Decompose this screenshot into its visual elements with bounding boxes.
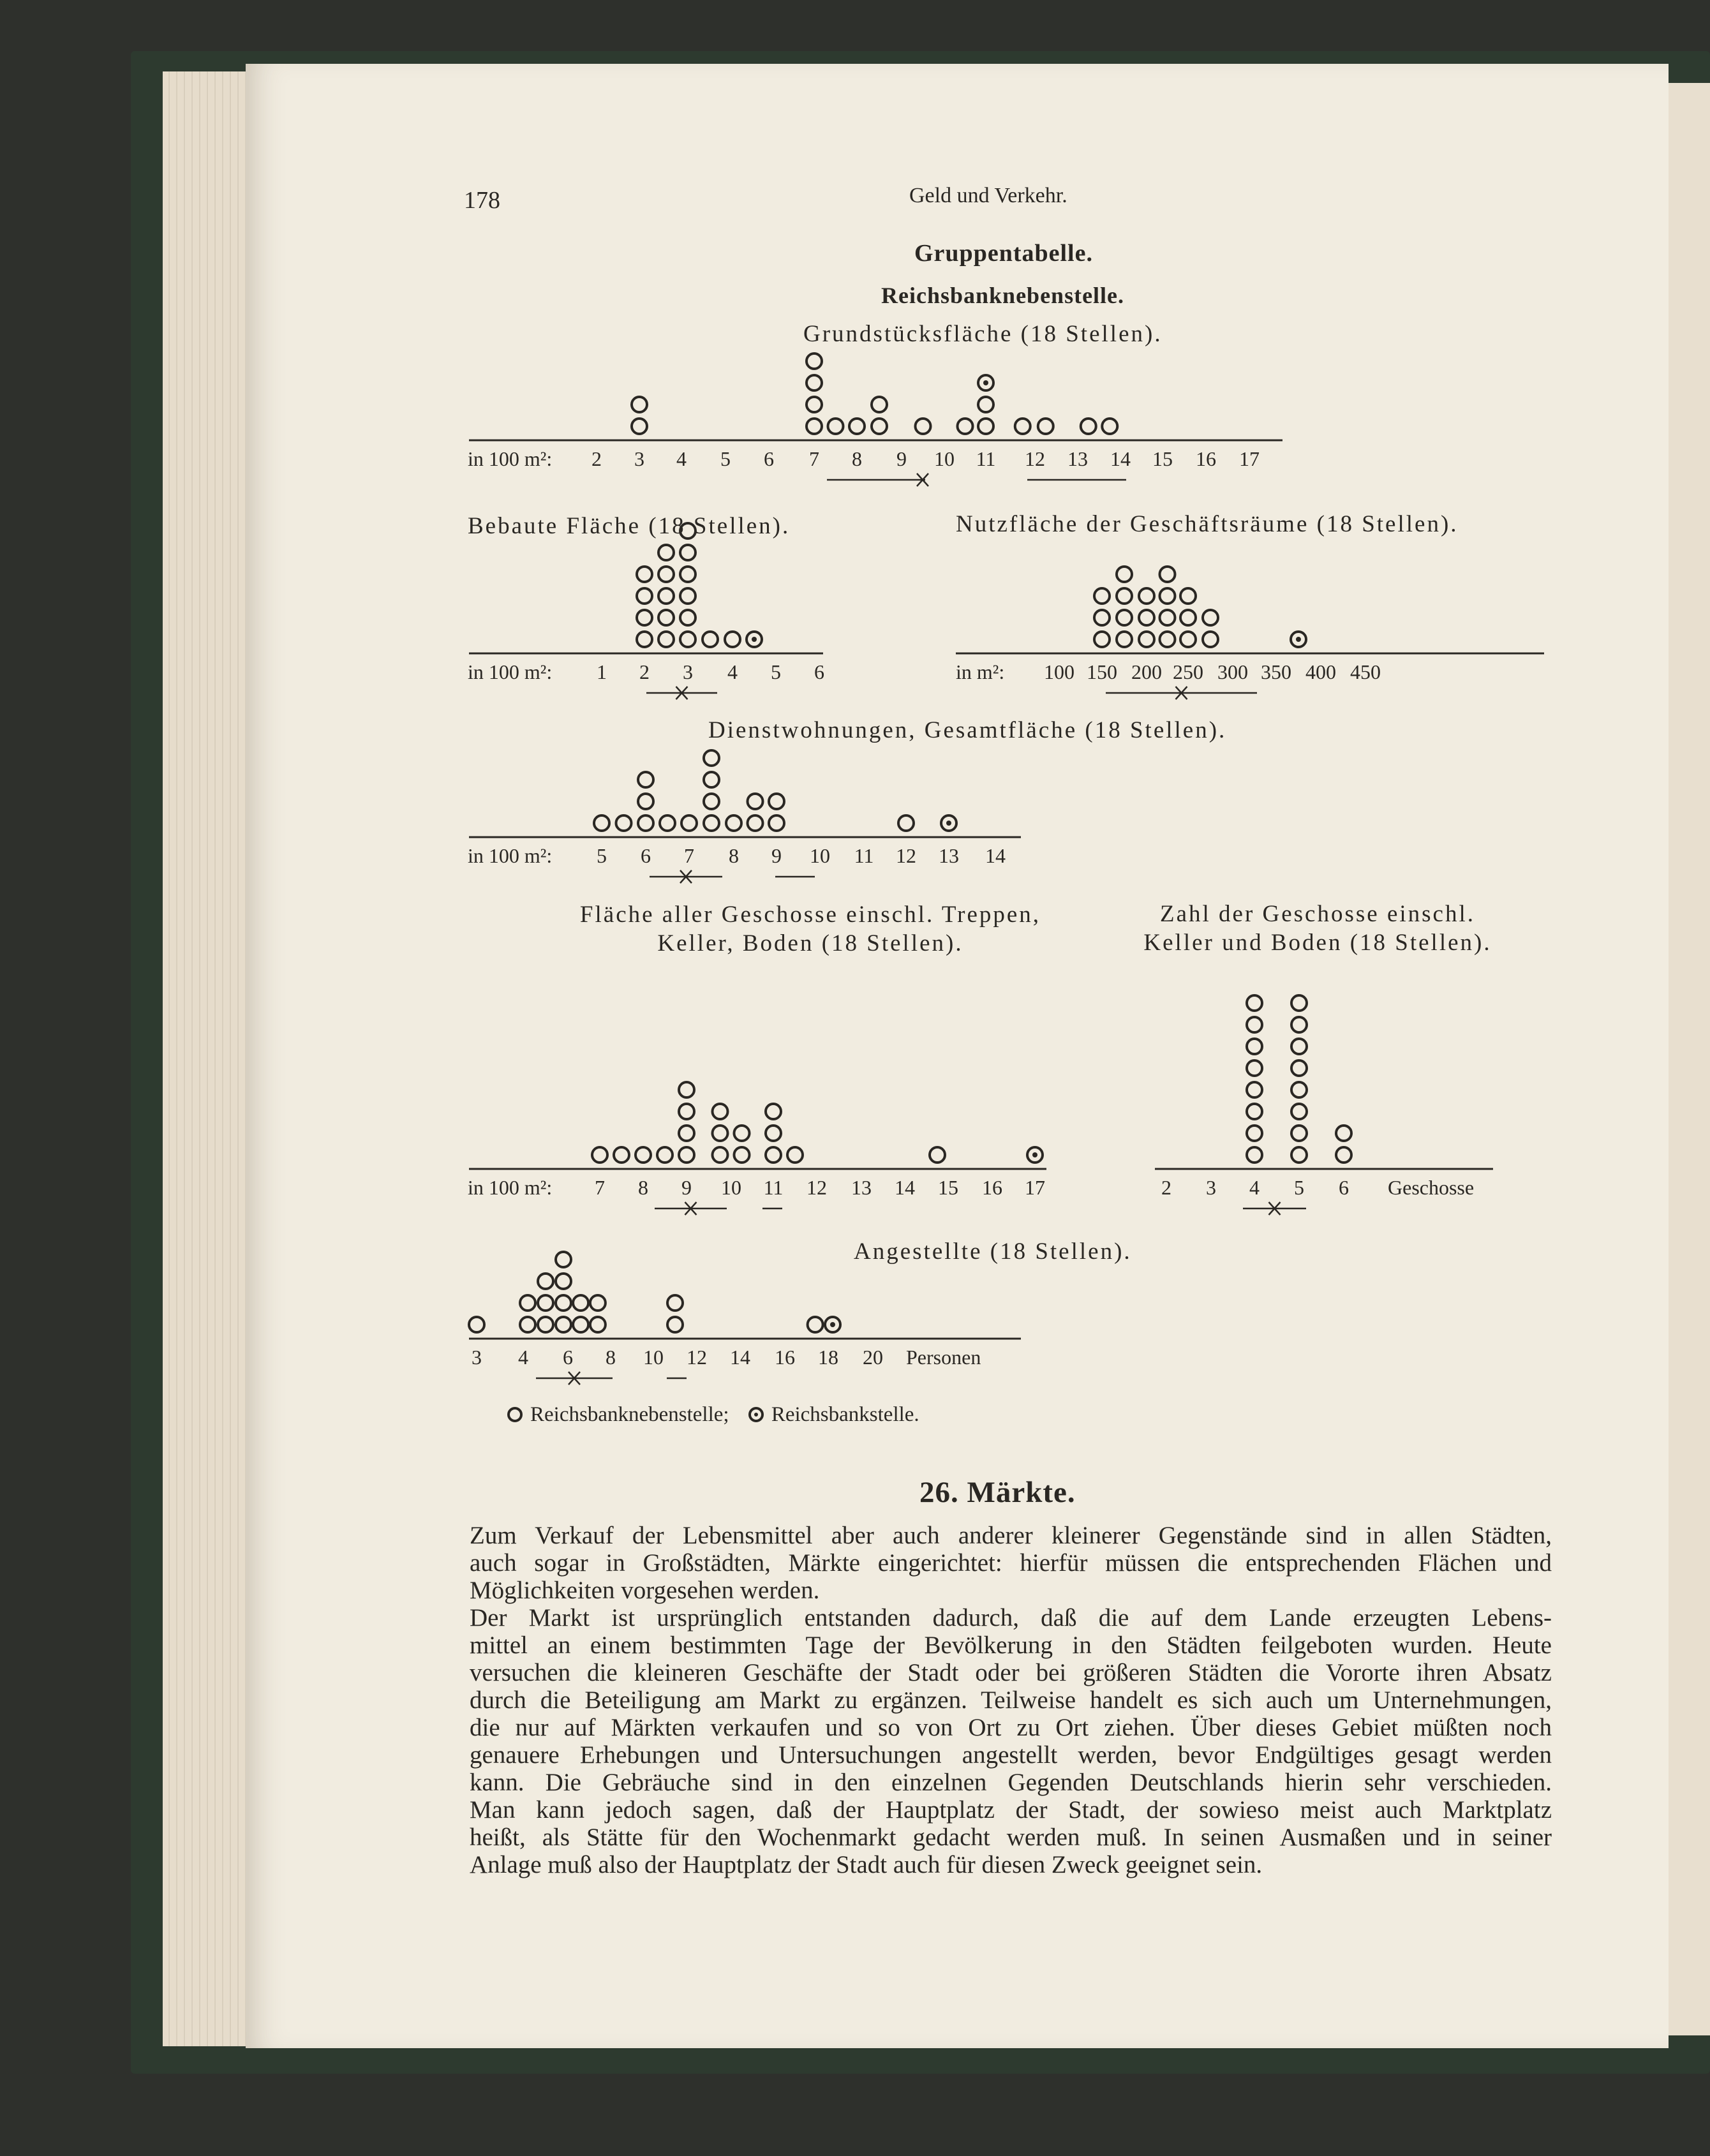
- axis-unit-label: in 100 m²:: [468, 447, 553, 470]
- data-dot: [556, 1274, 571, 1289]
- bank-dot-center: [1296, 637, 1301, 642]
- tick-label: 11: [763, 1176, 784, 1199]
- tick-label: 20: [863, 1346, 883, 1369]
- data-dot: [748, 815, 763, 831]
- tick-label: 8: [852, 447, 862, 470]
- data-dot: [807, 397, 822, 412]
- data-dot: [469, 1317, 484, 1332]
- data-dot: [680, 545, 695, 560]
- tick-label: 250: [1173, 660, 1203, 683]
- data-dot: [1180, 610, 1196, 625]
- chart-5-title: Fläche aller Geschosse einschl. Treppen, Keller, Boden (18 Stellen).: [579, 902, 1041, 956]
- legend-dotted-circle-icon: [748, 1407, 764, 1422]
- data-dot: [1180, 632, 1196, 647]
- text-line: Anlage muß also der Hauptplatz der Stadt auch für diesen Zweck geeignet sein.: [470, 1851, 1263, 1878]
- tick-label: 5: [720, 447, 731, 470]
- tick-label: 14: [985, 844, 1006, 867]
- data-dot: [1139, 610, 1154, 625]
- data-dot: [1247, 1060, 1262, 1076]
- data-dot: [787, 1147, 803, 1163]
- data-dot: [734, 1147, 750, 1163]
- tick-label: 14: [730, 1346, 750, 1369]
- chart-1-title: Grundstücksfläche (18 Stellen).: [803, 321, 1163, 347]
- data-dot: [807, 375, 822, 390]
- data-dot: [1160, 588, 1175, 604]
- tick-label: 3: [683, 660, 693, 683]
- tick-label: 7: [595, 1176, 605, 1199]
- tick-label: 3: [634, 447, 644, 470]
- tick-label: 13: [851, 1176, 872, 1199]
- data-dot: [808, 1317, 823, 1332]
- legend-bankstelle: Reichsbankstelle.: [771, 1403, 919, 1426]
- tick-label: 4: [727, 660, 738, 683]
- tick-label: 400: [1305, 660, 1336, 683]
- data-dot: [734, 1126, 750, 1141]
- data-dot: [1291, 1147, 1307, 1163]
- data-dot: [1247, 1126, 1262, 1141]
- tick-label: 300: [1217, 660, 1248, 683]
- data-dot: [978, 419, 993, 434]
- tick-label: 3: [1206, 1176, 1216, 1199]
- tick-label: 5: [1294, 1176, 1304, 1199]
- text-line: versuchen die kleineren Geschäfte der Stadt oder bei größeren Städten die Vororte ihren Absatz: [470, 1659, 1552, 1686]
- data-dot: [680, 523, 695, 539]
- data-dot: [658, 610, 674, 625]
- data-dot: [594, 815, 609, 831]
- tick-label: 5: [771, 660, 781, 683]
- data-dot: [538, 1274, 553, 1289]
- data-dot: [637, 610, 652, 625]
- data-dot: [590, 1295, 606, 1311]
- data-dot: [1247, 995, 1262, 1011]
- bank-dot-center: [830, 1322, 835, 1327]
- chart-7-title: Angestellte (18 Stellen).: [854, 1238, 1132, 1265]
- tick-label: 9: [896, 447, 907, 470]
- data-dot: [573, 1317, 588, 1332]
- data-dot: [1139, 588, 1154, 604]
- data-dot: [828, 419, 844, 434]
- tick-label: 14: [895, 1176, 915, 1199]
- data-dot: [681, 815, 697, 831]
- tick-label: 15: [938, 1176, 958, 1199]
- page-number: 178: [464, 187, 500, 214]
- data-dot: [679, 1126, 694, 1141]
- data-dot: [592, 1147, 607, 1163]
- data-dot: [849, 419, 865, 434]
- chart-3-title: Nutzfläche der Geschäftsräume (18 Stellen).: [956, 511, 1459, 537]
- tick-label: 1: [597, 660, 607, 683]
- tick-label: 6: [641, 844, 651, 867]
- text-line: auch sogar in Großstädten, Märkte eingerichtet: hierfür müssen die entsprechenden Flächen und: [470, 1549, 1552, 1577]
- text-line: genauere Erhebungen und Untersuchungen angestellt werden, bevor Endgültiges gesagt werden: [470, 1741, 1552, 1769]
- data-dot: [1094, 610, 1110, 625]
- tick-label: 16: [775, 1346, 795, 1369]
- data-dot: [713, 1126, 728, 1141]
- data-dot: [703, 632, 718, 647]
- data-dot: [807, 353, 822, 369]
- tick-label: 6: [1339, 1176, 1349, 1199]
- tick-label: 16: [982, 1176, 1002, 1199]
- data-dot: [1094, 632, 1110, 647]
- data-dot: [1291, 1082, 1307, 1097]
- tick-label: 6: [563, 1346, 573, 1369]
- data-dot: [1291, 1104, 1307, 1119]
- text-line: die nur auf Märkten verkaufen und so von Ort zu Ort ziehen. Über dieses Gebiet müßten noch: [470, 1714, 1552, 1741]
- data-dot: [713, 1104, 728, 1119]
- bank-dot-center: [1032, 1152, 1037, 1157]
- data-dot: [769, 815, 784, 831]
- tick-label: 9: [771, 844, 782, 867]
- data-dot: [1160, 567, 1175, 582]
- data-dot: [658, 632, 674, 647]
- data-dot: [679, 1082, 694, 1097]
- data-dot: [556, 1317, 571, 1332]
- tick-label: 17: [1025, 1176, 1045, 1199]
- tick-label: 11: [976, 447, 996, 470]
- tick-label: 4: [1249, 1176, 1260, 1199]
- text-line: kann. Die Gebräuche sind in den einzelnen Gegenden Deutschlands hierin sehr verschieden.: [470, 1769, 1552, 1796]
- data-dot: [680, 588, 695, 604]
- data-dot: [1102, 419, 1117, 434]
- axis-unit-label: Personen: [906, 1346, 981, 1369]
- legend-nebenstelle: Reichsbanknebenstelle;: [530, 1403, 729, 1426]
- chart-5: [468, 1082, 1046, 1215]
- data-dot: [958, 419, 973, 434]
- tick-label: 13: [939, 844, 959, 867]
- data-dot: [1247, 1017, 1262, 1032]
- axis-unit-label: in m²:: [956, 660, 1005, 683]
- data-dot: [1139, 632, 1154, 647]
- bank-dot-center: [752, 637, 757, 642]
- data-dot: [556, 1252, 571, 1267]
- running-title: Geld und Verkehr.: [909, 184, 1067, 207]
- data-dot: [680, 610, 695, 625]
- axis-unit-label: in 100 m²:: [468, 844, 553, 867]
- data-dot: [1117, 632, 1132, 647]
- data-dot: [766, 1147, 781, 1163]
- text-line: Möglichkeiten vorgesehen werden.: [470, 1577, 820, 1604]
- data-dot: [1336, 1147, 1351, 1163]
- tick-label: 2: [591, 447, 602, 470]
- tick-label: 7: [809, 447, 819, 470]
- text-line: Der Markt ist ursprünglich entstanden dadurch, daß die auf dem Lande erzeugten Lebens-: [470, 1604, 1552, 1632]
- data-dot: [726, 815, 741, 831]
- tick-label: 350: [1261, 660, 1291, 683]
- data-dot: [520, 1317, 535, 1332]
- data-dot: [1291, 1039, 1307, 1054]
- data-dot: [1203, 632, 1218, 647]
- data-dot: [632, 419, 647, 434]
- legend-circle-icon: [507, 1407, 523, 1422]
- table-title: Gruppentabelle.: [914, 240, 1093, 267]
- text-line: Zum Verkauf der Lebensmittel aber auch anderer kleinerer Gegenstände sind in allen Städten,: [470, 1522, 1552, 1549]
- data-dot: [1160, 610, 1175, 625]
- data-dot: [556, 1295, 571, 1311]
- data-dot: [1291, 1126, 1307, 1141]
- data-dot: [766, 1126, 781, 1141]
- tick-label: 450: [1350, 660, 1381, 683]
- tick-label: 4: [518, 1346, 528, 1369]
- data-dot: [1038, 419, 1053, 434]
- data-dot: [638, 772, 653, 787]
- data-dot: [538, 1295, 553, 1311]
- tick-label: 18: [818, 1346, 838, 1369]
- data-dot: [1117, 588, 1132, 604]
- tick-label: 6: [764, 447, 774, 470]
- tick-label: 10: [643, 1346, 664, 1369]
- tick-label: 10: [934, 447, 955, 470]
- data-dot: [1247, 1147, 1262, 1163]
- tick-label: 15: [1152, 447, 1173, 470]
- data-dot: [520, 1295, 535, 1311]
- tick-label: 10: [721, 1176, 741, 1199]
- chart-1: [468, 353, 1282, 486]
- tick-label: 11: [854, 844, 874, 867]
- data-dot: [704, 794, 719, 809]
- data-dot: [657, 1147, 673, 1163]
- body-text: [470, 1522, 1552, 1878]
- tick-label: 9: [681, 1176, 692, 1199]
- data-dot: [1117, 610, 1132, 625]
- tick-label: 8: [606, 1346, 616, 1369]
- chart-6-title: Zahl der Geschosse einschl. Keller und Boden (18 Stellen).: [1143, 901, 1492, 956]
- data-dot: [704, 772, 719, 787]
- tick-label: 2: [639, 660, 650, 683]
- data-dot: [1094, 588, 1110, 604]
- axis-unit-label: in 100 m²:: [468, 660, 553, 683]
- data-dot: [1291, 995, 1307, 1011]
- text-line: mittel an einem bestimmten Tage der Bevölkerung in den Städten feilgeboten wurden. Heute: [470, 1632, 1552, 1659]
- data-dot: [1291, 1017, 1307, 1032]
- data-dot: [1117, 567, 1132, 582]
- tick-label: 17: [1239, 447, 1260, 470]
- tick-label: 8: [638, 1176, 648, 1199]
- tick-label: 12: [807, 1176, 827, 1199]
- data-dot: [680, 567, 695, 582]
- text-line: heißt, als Stätte für den Wochenmarkt gedacht werden muß. In seinen Ausmaßen und in seiner: [470, 1824, 1552, 1851]
- tick-label: 12: [687, 1346, 707, 1369]
- data-dot: [660, 815, 675, 831]
- tick-label: 2: [1161, 1176, 1171, 1199]
- tick-label: 100: [1044, 660, 1074, 683]
- legend: [507, 1403, 919, 1427]
- data-dot: [636, 1147, 651, 1163]
- chart-4-title: Dienstwohnungen, Gesamtfläche (18 Stellen).: [708, 717, 1227, 743]
- bank-dot-center: [946, 821, 951, 826]
- tick-label: 200: [1131, 660, 1162, 683]
- data-dot: [1247, 1039, 1262, 1054]
- data-dot: [658, 588, 674, 604]
- data-dot: [590, 1317, 606, 1332]
- tick-label: 8: [729, 844, 739, 867]
- tick-label: 4: [676, 447, 687, 470]
- data-dot: [1247, 1104, 1262, 1119]
- data-dot: [769, 794, 784, 809]
- data-dot: [1015, 419, 1030, 434]
- section-heading: 26. Märkte.: [919, 1476, 1076, 1509]
- tick-label: 12: [1025, 447, 1045, 470]
- data-dot: [748, 794, 763, 809]
- tick-label: 150: [1087, 660, 1117, 683]
- chart-3: [956, 567, 1544, 699]
- data-dot: [978, 397, 993, 412]
- data-dot: [638, 815, 653, 831]
- table-subtitle: Reichsbanknebenstelle.: [881, 283, 1125, 308]
- data-dot: [614, 1147, 629, 1163]
- data-dot: [704, 750, 719, 766]
- data-dot: [1180, 588, 1196, 604]
- data-dot: [679, 1147, 694, 1163]
- data-dot: [872, 397, 887, 412]
- data-dot: [1203, 610, 1218, 625]
- data-dot: [930, 1147, 945, 1163]
- data-dot: [872, 419, 887, 434]
- data-dot: [680, 632, 695, 647]
- tick-label: 13: [1067, 447, 1088, 470]
- data-dot: [637, 588, 652, 604]
- tick-label: 7: [684, 844, 694, 867]
- chart-6: [1155, 995, 1493, 1215]
- text-line: Man kann jedoch sagen, daß der Hauptplatz der Stadt, der sowieso meist auch Marktplatz: [470, 1796, 1552, 1824]
- axis-unit-label: Geschosse: [1388, 1176, 1475, 1199]
- axis-unit-label: in 100 m²:: [468, 1176, 553, 1199]
- data-dot: [807, 419, 822, 434]
- tick-label: 10: [810, 844, 830, 867]
- data-dot: [679, 1104, 694, 1119]
- chart-7: [469, 1252, 1021, 1385]
- tick-label: 6: [814, 660, 824, 683]
- tick-label: 16: [1196, 447, 1216, 470]
- tick-label: 5: [597, 844, 607, 867]
- tick-label: 3: [472, 1346, 482, 1369]
- chart-4: [468, 750, 1021, 883]
- data-dot: [916, 419, 931, 434]
- tick-label: 14: [1110, 447, 1131, 470]
- data-dot: [766, 1104, 781, 1119]
- data-dot: [638, 794, 653, 809]
- data-dot: [658, 545, 674, 560]
- data-dot: [898, 815, 914, 831]
- data-dot: [1291, 1060, 1307, 1076]
- data-dot: [538, 1317, 553, 1332]
- data-dot: [1081, 419, 1096, 434]
- data-dot: [667, 1317, 683, 1332]
- data-dot: [632, 397, 647, 412]
- data-dot: [616, 815, 632, 831]
- bank-dot-center: [983, 380, 988, 385]
- text-line: durch die Beteiligung am Markt zu ergänzen. Teilweise handelt es sich auch um Unternehmungen,: [470, 1686, 1552, 1714]
- data-dot: [667, 1295, 683, 1311]
- data-dot: [637, 567, 652, 582]
- data-dot: [573, 1295, 588, 1311]
- tick-label: 12: [896, 844, 916, 867]
- data-dot: [637, 632, 652, 647]
- data-dot: [704, 815, 719, 831]
- chart-2: [468, 523, 824, 699]
- data-dot: [658, 567, 674, 582]
- data-dot: [1160, 632, 1175, 647]
- data-dot: [1336, 1126, 1351, 1141]
- chart-2-title: Bebaute Fläche (18 Stellen).: [468, 513, 791, 539]
- data-dot: [1247, 1082, 1262, 1097]
- data-dot: [713, 1147, 728, 1163]
- data-dot: [725, 632, 740, 647]
